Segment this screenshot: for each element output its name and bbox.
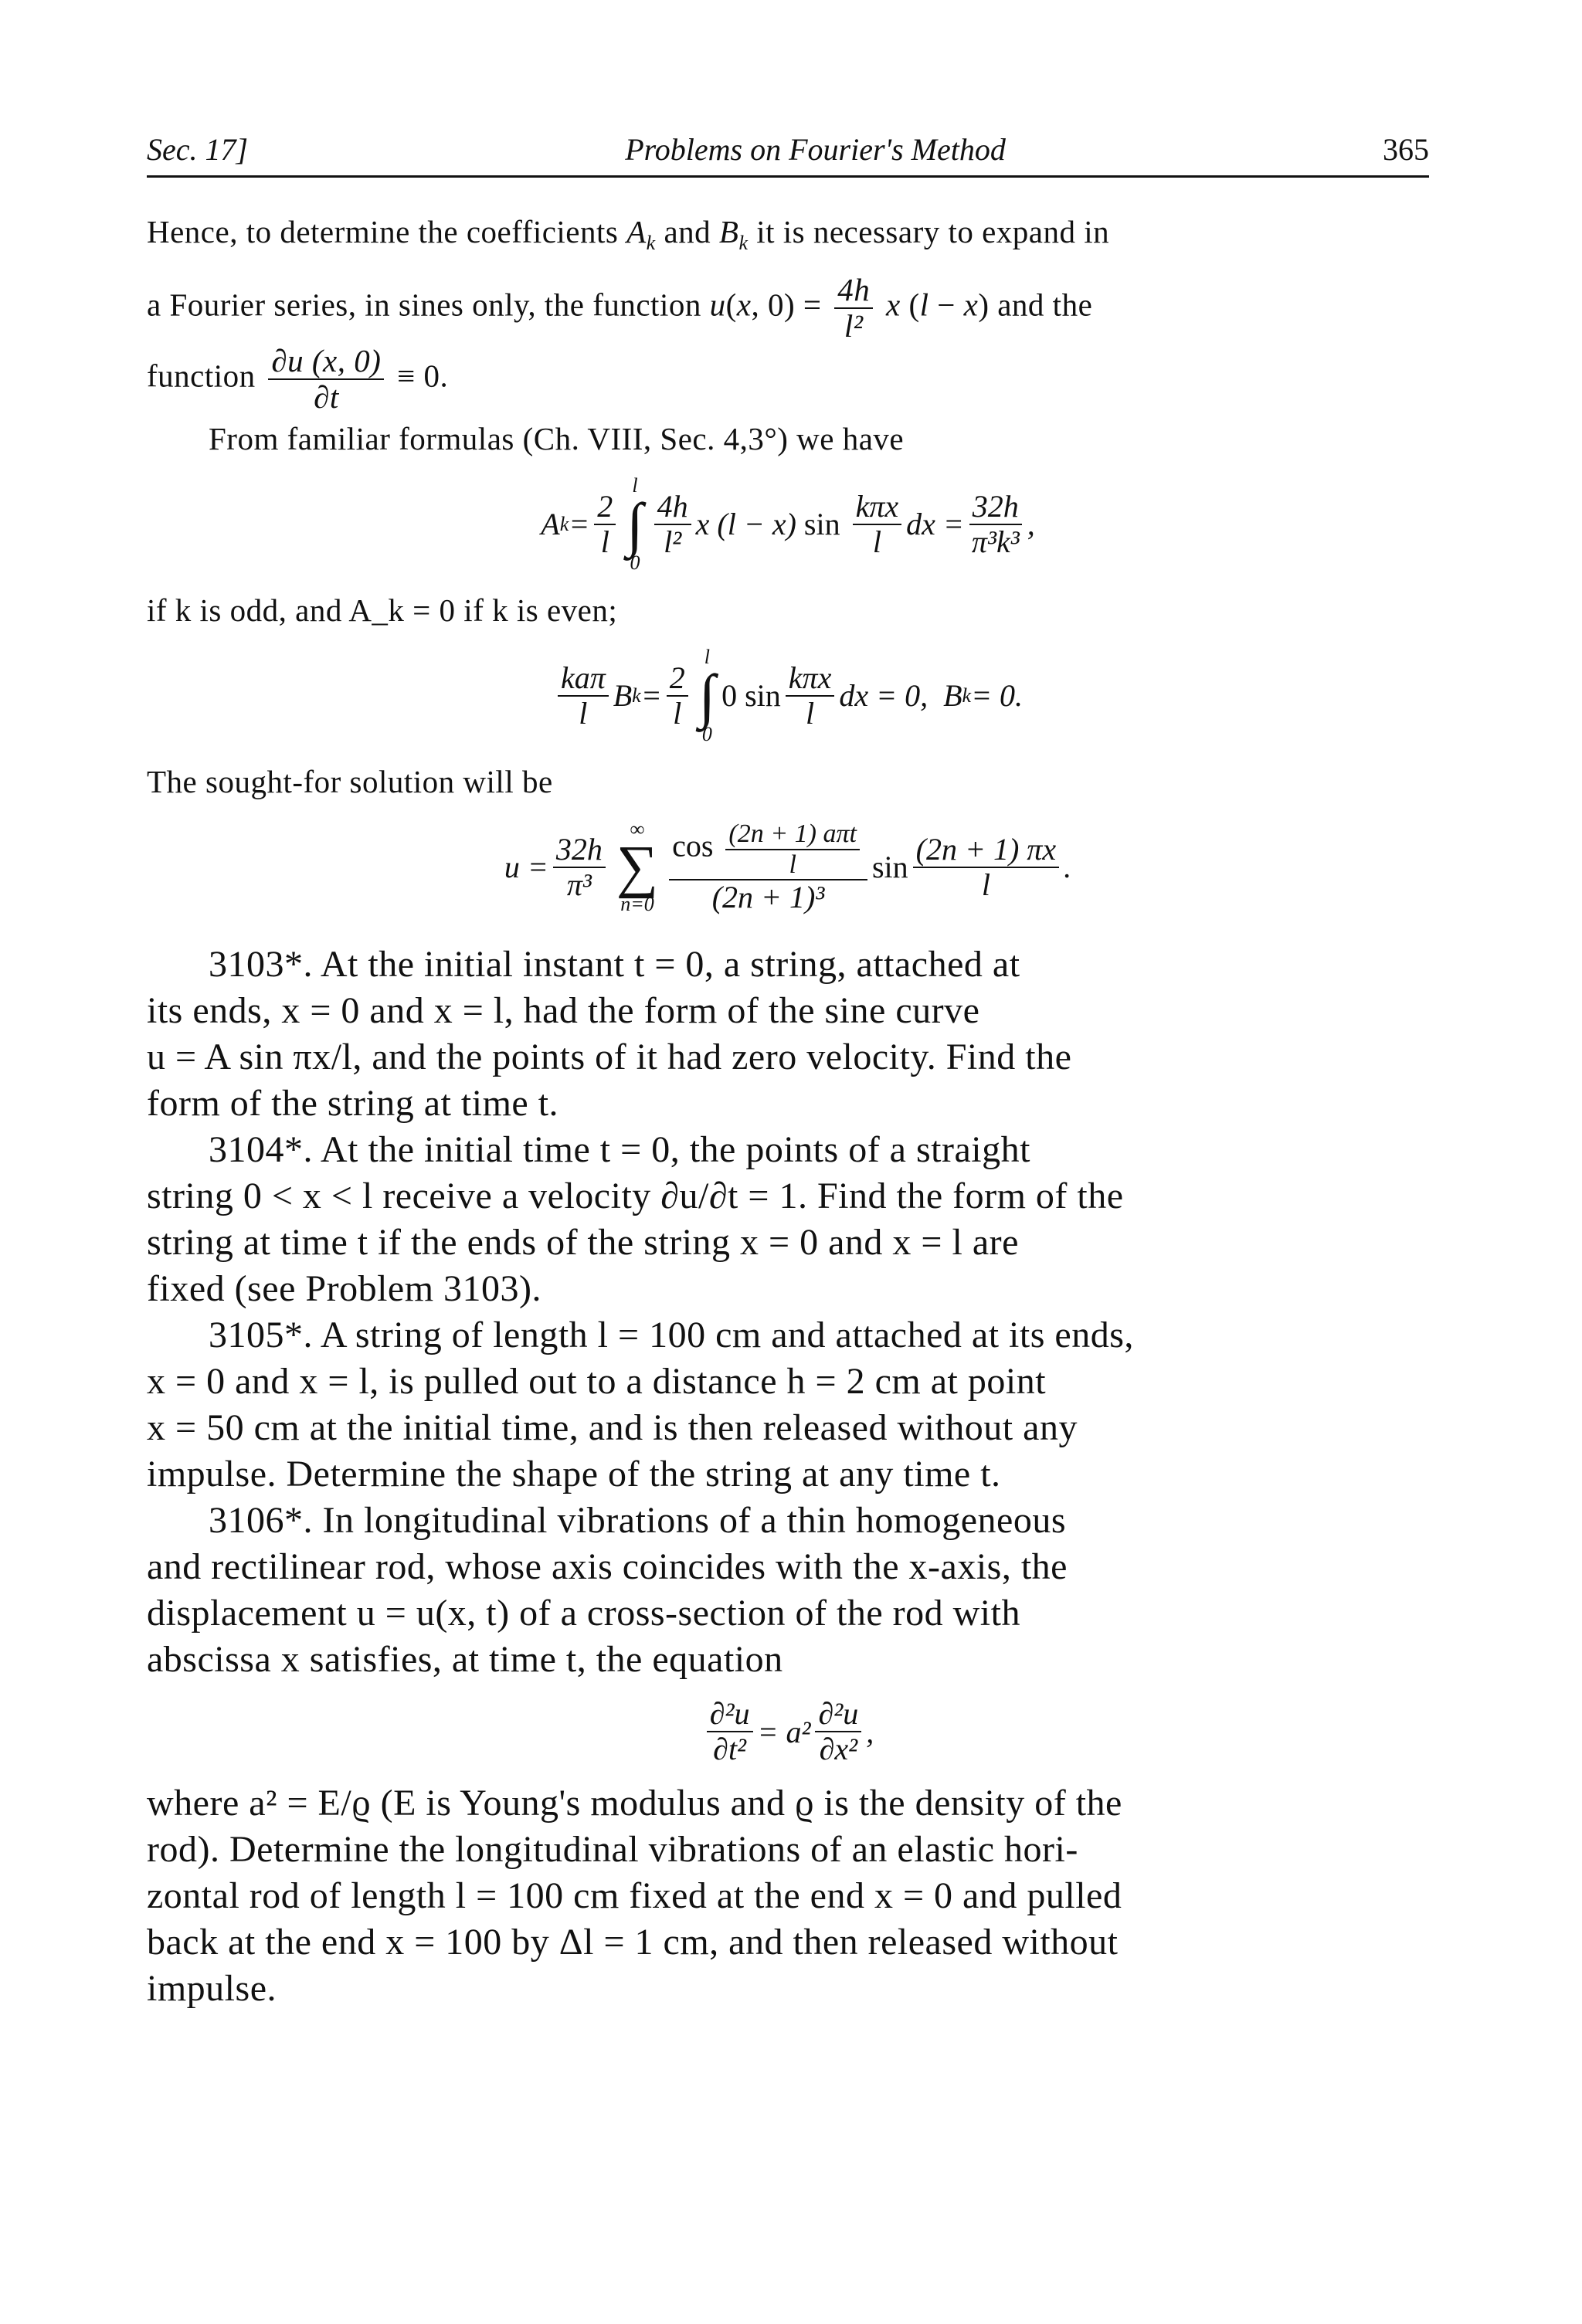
problem-number: 3103*.: [209, 944, 313, 986]
equation-solution: u = $\frac{32h}{\text{π³}}$ ∞ ∑ n=0 cos $\frac{\text{(2n + 1) aπt}}{l}$ (2n + 1)³ sin $\frac{(2n + 1) \pi x}{l}$ .: [504, 817, 1072, 915]
header-title: Problems on Fourier's Method: [625, 132, 1006, 167]
formulas-intro: From familiar formulas (Ch. VIII, Sec. 4,3°) we have: [209, 420, 905, 456]
equation-bk: $\frac{\text{kaπ}}{l}$ B k = $\frac{2}{l}$ l ∫ 0 0 sin $\frac{\text{kπx}}{l}$ dx = 0, B k = 0.: [147, 647, 1429, 745]
paragraph-coefficients-2: a Fourier series, in sines only, the function u(x, 0) = $\frac{4h}{\text{l²}}$ x (l − x) and the: [147, 272, 1093, 344]
paragraph-coefficients-3: function $\frac{\partial u (x, 0)}{\partial t}$ ≡ 0.: [147, 343, 449, 416]
page: [147, 131, 1429, 2012]
problem-number: 3105*.: [209, 1315, 313, 1356]
problem-3103: 3103*. At the initial instant t = 0, a string, attached at its ends, x = 0 and x = l, had the form of the sine curve u = A sin πx/l, and the points of it had zero velocity. Find the form of the string at time t.: [147, 944, 1072, 1125]
page-number: 365: [1383, 132, 1429, 167]
problem-number: 3106*.: [209, 1500, 313, 1542]
problem-3106: 3106*. In longitudinal vibrations of a thin homogeneous and rectilinear rod, whose axis coincides with the x-axis, the displacement u = u(x, t) of a cross-section of the rod with abscissa x satisfies, at time t, the equation $\frac{\text{∂²u}}{\text{∂t²}}$ = a² $\frac{\text{∂²u}}{\text{∂x²}}$ , where a² = E/ϱ (E is Young's modulus and ϱ is the density of the rod). Determine the longitudinal vibrations of an elastic hori- zontal rod of length l = 100 cm fixed at the end x = 0 and pulled back at the end x = 100 by Δl = 1 cm, and then released without impulse.: [147, 1498, 1429, 2012]
running-header: [147, 131, 1429, 178]
problem-3104: 3104*. At the initial time t = 0, the points of a straight string 0 < x < l receive a velocity ∂u/∂t = 1. Find the form of the string at time t if the ends of the string x = 0 and x = l are fixed (see Problem 3103).: [147, 1129, 1124, 1310]
equation-wave: $\frac{\text{∂²u}}{\text{∂t²}}$ = a² $\frac{\text{∂²u}}{\text{∂x²}}$ ,: [147, 1697, 1429, 1766]
problem-number: 3104*.: [209, 1129, 313, 1171]
solution-intro: The sought-for solution will be: [147, 763, 553, 799]
paragraph-coefficients: Hence, to determine the coefficients $A_k$ and $B_k$ it is necessary to expand in: [147, 214, 1110, 255]
problem-3105: 3105*. A string of length l = 100 cm and attached at its ends, x = 0 and x = l, is pulled out to a distance h = 2 cm at point x = 50 cm at the initial time, and is then released without any impulse. Determine the shape of the string at any time t.: [147, 1315, 1134, 1495]
parity-condition: if k is odd, and A_k = 0 if k is even;: [147, 592, 618, 628]
equation-ak: A k = $\frac{2}{l}$ l ∫ 0 $\frac{4h}{\text{l²}}$ x (l − x) sin $\frac{\text{kπx}}{l}$ dx = $\frac{32h}{\text{π³k³}}$ ,: [541, 473, 1035, 574]
header-section: Sec. 17]: [147, 132, 249, 167]
